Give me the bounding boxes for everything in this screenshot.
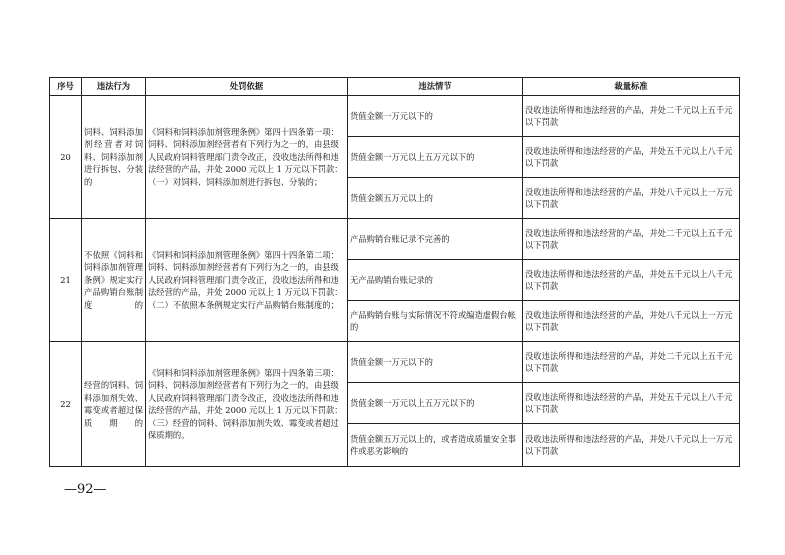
row-number: 21 bbox=[50, 219, 82, 342]
table-row bbox=[50, 96, 740, 137]
violation-situation: 产品购销台账记录不完善的 bbox=[348, 219, 523, 260]
discretion-standard: 没收违法所得和违法经营的产品，并处二千元以上五千元以下罚款 bbox=[523, 219, 740, 260]
violation-situation: 产品购销台账与实际情况不符或编造虚假台帐的 bbox=[348, 301, 523, 342]
violation-situation: 货值金额一万元以上五万元以下的 bbox=[348, 137, 523, 178]
table-row bbox=[50, 219, 740, 260]
header-no: 序号 bbox=[50, 78, 82, 96]
discretion-standard: 没收违法所得和违法经营的产品，并处二千元以上五千元以下罚款 bbox=[523, 342, 740, 383]
discretion-standard: 没收违法所得和违法经营的产品，并处五千元以上八千元以下罚款 bbox=[523, 137, 740, 178]
basis-item: （二）不依照本条例规定实行产品购销台账制度的； bbox=[148, 299, 339, 310]
header-standard: 裁量标准 bbox=[523, 78, 740, 96]
penalty-basis bbox=[146, 342, 348, 467]
discretion-standard: 没收违法所得和违法经营的产品，并处二千元以上五千元以下罚款 bbox=[523, 96, 740, 137]
basis-main: 《饲料和饲料添加剂管理条例》第四十四条第三项：饲料、饲料添加剂经营者有下列行为之一的，由县级人民政府饲料管理部门责令改正，没收违法所得和违法经营的产品，并处 2000 元以上 1 万元以下罚款： bbox=[148, 367, 343, 415]
discretion-standard: 没收违法所得和违法经营的产品，并处八千元以上一万元以下罚款 bbox=[523, 178, 740, 219]
violation-act: 饲料、饲料添加剂经营者对饲料、饲料添加剂进行拆包、分装的 bbox=[82, 96, 146, 219]
table-row bbox=[50, 342, 740, 383]
header-situation: 违法情节 bbox=[348, 78, 523, 96]
header-basis: 处罚依据 bbox=[146, 78, 348, 96]
penalty-basis bbox=[146, 96, 348, 219]
discretion-standard: 没收违法所得和违法经营的产品，并处五千元以上八千元以下罚款 bbox=[523, 260, 740, 301]
discretion-standard: 没收违法所得和违法经营的产品，并处八千元以上一万元以下罚款 bbox=[523, 301, 740, 342]
violation-situation: 无产品购销台账记录的 bbox=[348, 260, 523, 301]
header-act: 违法行为 bbox=[82, 78, 146, 96]
violation-situation: 货值金额一万元以上五万元以下的 bbox=[348, 383, 523, 424]
violation-situation: 货值金额一万元以下的 bbox=[348, 342, 523, 383]
basis-item: （三）经营的饲料、饲料添加剂失效、霉变或者超过保质期的。 bbox=[148, 417, 339, 440]
violation-act: 经营的饲料、饲料添加剂失效、霉变或者超过保质期的 bbox=[82, 342, 146, 467]
violation-act: 不依照《饲料和饲料添加剂管理条例》规定实行产品购销台账制度的 bbox=[82, 219, 146, 342]
penalty-basis bbox=[146, 219, 348, 342]
violation-situation: 货值金额五万元以上的，或者造成质量安全事件或恶劣影响的 bbox=[348, 424, 523, 467]
table-header-row bbox=[50, 78, 740, 96]
row-number: 20 bbox=[50, 96, 82, 219]
violation-situation: 货值金额五万元以上的 bbox=[348, 178, 523, 219]
discretion-standard: 没收违法所得和违法经营的产品，并处五千元以上八千元以下罚款 bbox=[523, 383, 740, 424]
row-number: 22 bbox=[50, 342, 82, 467]
basis-item: （一）对饲料、饲料添加剂进行拆包、分装的； bbox=[148, 176, 323, 187]
page-number: —92— bbox=[64, 482, 107, 497]
basis-main: 《饲料和饲料添加剂管理条例》第四十四条第一项：饲料、饲料添加剂经营者有下列行为之一的，由县级人民政府饲料管理部门责令改正，没收违法所得和违法经营的产品，并处 2000 元以上 1 万元以下罚款： bbox=[148, 126, 343, 175]
discretion-standard: 没收违法所得和违法经营的产品，并处八千元以上一万元以下罚款 bbox=[523, 424, 740, 467]
violation-situation: 货值金额一万元以下的 bbox=[348, 96, 523, 137]
penalty-discretion-table bbox=[49, 77, 740, 467]
basis-main: 《饲料和饲料添加剂管理条例》第四十四条第二项：饲料、饲料添加剂经营者有下列行为之一的，由县级人民政府饲料管理部门责令改正，没收违法所得和违法经营的产品，并处 2000 元以上 1 万元以下罚款： bbox=[148, 249, 343, 298]
